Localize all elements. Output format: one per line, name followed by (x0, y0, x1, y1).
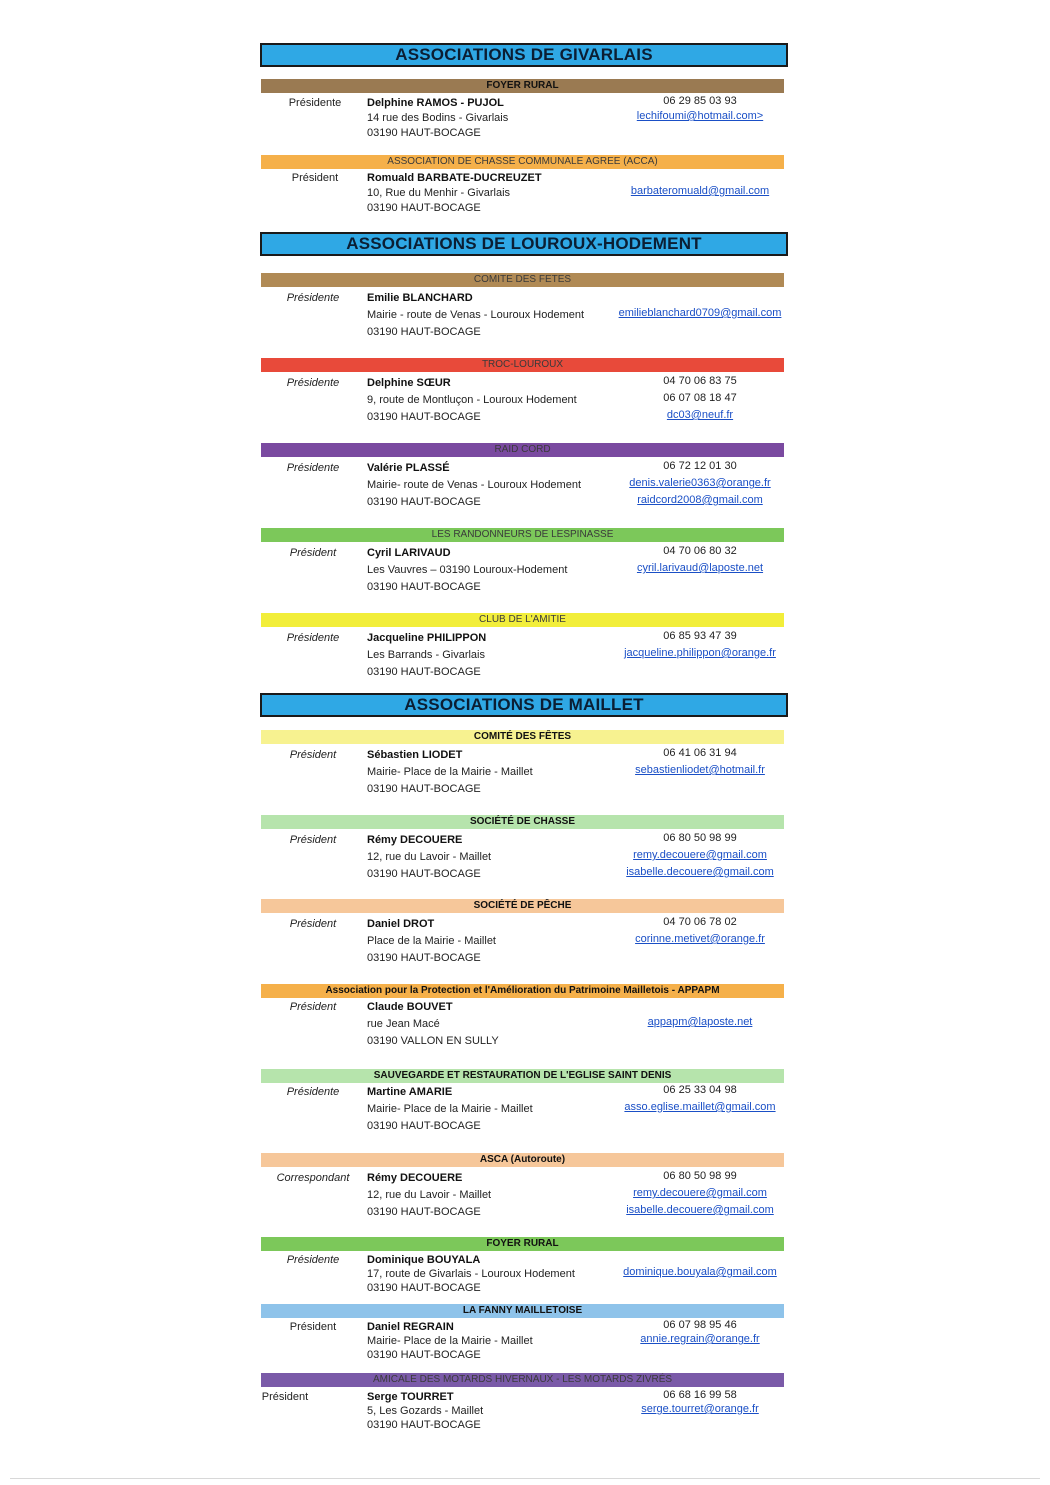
email-link[interactable]: lechifoumi@hotmail.com> (636, 110, 764, 122)
association-title-bar: COMITE DES FETES (261, 273, 784, 287)
email-link[interactable]: isabelle.decouere@gmail.com (626, 866, 774, 878)
street-address: Mairie- Place de la Mairie - Maillet (367, 1335, 533, 1347)
association-title-bar: SAUVEGARDE ET RESTAURATION DE L'EGLISE SAINT DENIS (261, 1069, 784, 1083)
association-title-bar: FOYER RURAL (261, 1237, 784, 1251)
phone-number: 06 25 33 04 98 (663, 1084, 737, 1096)
email-link[interactable]: raidcord2008@gmail.com (637, 494, 763, 506)
postal-code-city: 03190 HAUT-BOCAGE (367, 1120, 481, 1132)
person-role: Président (289, 834, 337, 846)
person-name: Sébastien LIODET (367, 749, 463, 761)
association-title-bar: COMITÉ DES FÊTES (261, 730, 784, 744)
association-title-bar: SOCIÉTÉ DE PÊCHE (261, 899, 784, 913)
phone-number: 04 70 06 83 75 (663, 375, 737, 387)
email-link[interactable]: serge.tourret@orange.fr (641, 1403, 759, 1415)
phone-number: 06 29 85 03 93 (663, 95, 737, 107)
person-name: Delphine SŒUR (367, 377, 451, 389)
association-title-bar: CLUB DE L'AMITIE (261, 613, 784, 627)
street-address: Les Vauvres – 03190 Louroux-Hodement (367, 564, 568, 576)
person-name: Serge TOURRET (367, 1391, 454, 1403)
email-link[interactable]: barbateromuald@gmail.com (630, 185, 770, 197)
phone-number: 06 41 06 31 94 (663, 747, 737, 759)
association-title-bar: AMICALE DES MOTARDS HIVERNAUX - LES MOTARDS ZIVRÉS (261, 1373, 784, 1387)
association-title-bar: LA FANNY MAILLETOISE (261, 1304, 784, 1318)
person-name: Daniel REGRAIN (367, 1321, 454, 1333)
phone-number: 06 07 08 18 47 (663, 392, 737, 404)
person-role: Présidente (286, 377, 340, 389)
street-address: 5, Les Gozards - Maillet (367, 1405, 484, 1417)
section-header-givarlais: ASSOCIATIONS DE GIVARLAIS (260, 43, 788, 67)
person-name: Rémy DECOUERE (367, 1172, 463, 1184)
email-link[interactable]: appapm@laposte.net (647, 1016, 753, 1028)
email-link[interactable]: sebastienliodet@hotmail.fr (635, 764, 765, 776)
association-title-bar: LES RANDONNEURS DE LESPINASSE (261, 528, 784, 542)
person-role: Présidente (286, 1254, 340, 1266)
association-title-bar: RAID CORD (261, 443, 784, 457)
person-role: Président (289, 1001, 337, 1013)
street-address: 14 rue des Bodins - Givarlais (367, 112, 509, 124)
person-name: Daniel DROT (367, 918, 435, 930)
person-role: Président (261, 1391, 309, 1403)
email-link[interactable]: dc03@neuf.fr (666, 409, 734, 421)
postal-code-city: 03190 HAUT-BOCAGE (367, 127, 481, 139)
email-link[interactable]: remy.decouere@gmail.com (633, 1187, 767, 1199)
phone-number: 06 07 98 95 46 (663, 1319, 737, 1331)
street-address: Mairie- Place de la Mairie - Maillet (367, 1103, 533, 1115)
street-address: 9, route de Montluçon - Louroux Hodement (367, 394, 577, 406)
postal-code-city: 03190 HAUT-BOCAGE (367, 496, 481, 508)
person-name: Valérie PLASSÉ (367, 462, 450, 474)
person-name: Dominique BOUYALA (367, 1254, 481, 1266)
person-name: Romuald BARBATE-DUCREUZET (367, 172, 542, 184)
person-name: Delphine RAMOS - PUJOL (367, 97, 504, 109)
street-address: rue Jean Macé (367, 1018, 440, 1030)
email-link[interactable]: emilieblanchard0709@gmail.com (618, 307, 782, 319)
street-address: Mairie - route de Venas - Louroux Hodement (367, 309, 585, 321)
postal-code-city: 03190 HAUT-BOCAGE (367, 952, 481, 964)
street-address: 17, route de Givarlais - Louroux Hodement (367, 1268, 575, 1280)
email-link[interactable]: remy.decouere@gmail.com (633, 849, 767, 861)
person-role: Président (289, 547, 337, 559)
email-link[interactable]: corinne.metivet@orange.fr (635, 933, 765, 945)
association-title-bar: ASSOCIATION DE CHASSE COMMUNALE AGREE (ACCA) (261, 155, 784, 169)
street-address: 10, Rue du Menhir - Givarlais (367, 187, 511, 199)
postal-code-city: 03190 HAUT-BOCAGE (367, 666, 481, 678)
section-header-maillet: ASSOCIATIONS DE MAILLET (260, 693, 788, 717)
postal-code-city: 03190 HAUT-BOCAGE (367, 326, 481, 338)
person-role: Présidente (288, 97, 342, 109)
phone-number: 06 80 50 98 99 (663, 832, 737, 844)
street-address: Les Barrands - Givarlais (367, 649, 485, 661)
email-link[interactable]: isabelle.decouere@gmail.com (626, 1204, 774, 1216)
person-name: Cyril LARIVAUD (367, 547, 451, 559)
phone-number: 06 68 16 99 58 (663, 1389, 737, 1401)
person-name: Martine AMARIE (367, 1086, 453, 1098)
person-role: Correspondant (276, 1172, 350, 1184)
person-name: Rémy DECOUERE (367, 834, 463, 846)
email-link[interactable]: jacqueline.philippon@orange.fr (624, 647, 776, 659)
page-bottom-divider (10, 1478, 1040, 1479)
person-role: Présidente (286, 462, 340, 474)
person-role: Président (289, 1321, 337, 1333)
association-title-bar: Association pour la Protection et l'Amélioration du Patrimoine Mailletois - APPAPM (261, 984, 784, 998)
phone-number: 06 72 12 01 30 (663, 460, 737, 472)
phone-number: 06 85 93 47 39 (663, 630, 737, 642)
email-link[interactable]: denis.valerie0363@orange.fr (629, 477, 771, 489)
postal-code-city: 03190 HAUT-BOCAGE (367, 202, 481, 214)
postal-code-city: 03190 VALLON EN SULLY (367, 1035, 499, 1047)
phone-number: 06 80 50 98 99 (663, 1170, 737, 1182)
association-title-bar: TROC-LOUROUX (261, 358, 784, 372)
street-address: Mairie- Place de la Mairie - Maillet (367, 766, 533, 778)
email-link[interactable]: annie.regrain@orange.fr (640, 1333, 760, 1345)
postal-code-city: 03190 HAUT-BOCAGE (367, 1206, 481, 1218)
section-header-louroux-hodement: ASSOCIATIONS DE LOUROUX-HODEMENT (260, 232, 788, 256)
postal-code-city: 03190 HAUT-BOCAGE (367, 581, 481, 593)
street-address: Place de la Mairie - Maillet (367, 935, 496, 947)
postal-code-city: 03190 HAUT-BOCAGE (367, 783, 481, 795)
person-name: Jacqueline PHILIPPON (367, 632, 487, 644)
email-link[interactable]: asso.eglise.maillet@gmail.com (624, 1101, 776, 1113)
phone-number: 04 70 06 78 02 (663, 916, 737, 928)
person-role: Présidente (286, 292, 340, 304)
postal-code-city: 03190 HAUT-BOCAGE (367, 868, 481, 880)
postal-code-city: 03190 HAUT-BOCAGE (367, 1349, 481, 1361)
postal-code-city: 03190 HAUT-BOCAGE (367, 411, 481, 423)
person-role: Président (291, 172, 339, 184)
association-title-bar: SOCIÉTÉ DE CHASSE (261, 815, 784, 829)
person-role: Président (289, 918, 337, 930)
street-address: 12, rue du Lavoir - Maillet (367, 1189, 492, 1201)
person-name: Emilie BLANCHARD (367, 292, 473, 304)
phone-number: 04 70 06 80 32 (663, 545, 737, 557)
association-title-bar: FOYER RURAL (261, 79, 784, 93)
postal-code-city: 03190 HAUT-BOCAGE (367, 1282, 481, 1294)
street-address: Mairie- route de Venas - Louroux Hodement (367, 479, 582, 491)
postal-code-city: 03190 HAUT-BOCAGE (367, 1419, 481, 1431)
person-name: Claude BOUVET (367, 1001, 453, 1013)
email-link[interactable]: cyril.larivaud@laposte.net (636, 562, 764, 574)
email-link[interactable]: dominique.bouyala@gmail.com (623, 1266, 777, 1278)
association-title-bar: ASCA (Autoroute) (261, 1153, 784, 1167)
person-role: Président (289, 749, 337, 761)
street-address: 12, rue du Lavoir - Maillet (367, 851, 492, 863)
person-role: Présidente (286, 632, 340, 644)
person-role: Présidente (286, 1086, 340, 1098)
